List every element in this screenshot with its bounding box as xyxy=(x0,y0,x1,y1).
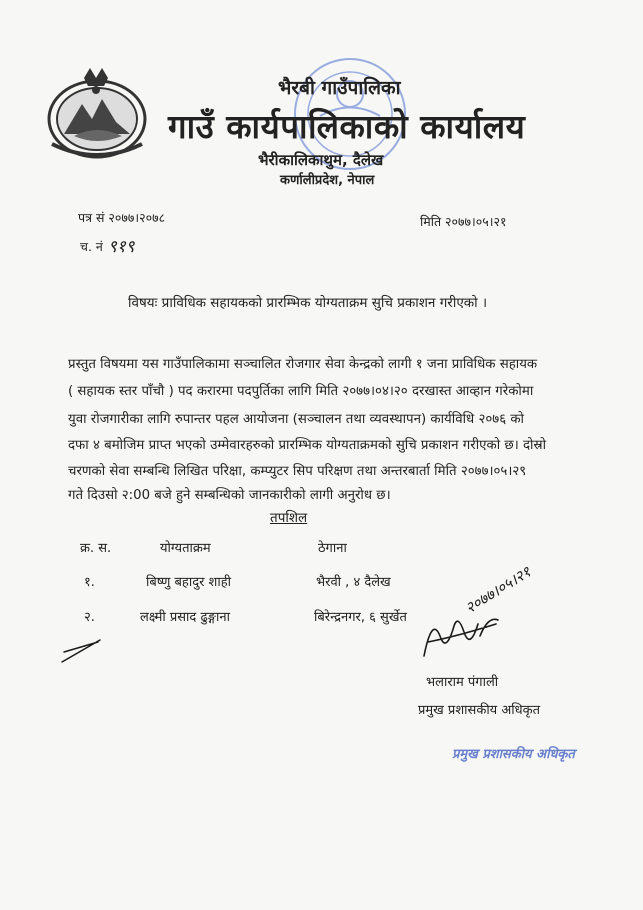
table-cell-serial: २. xyxy=(84,610,95,625)
dispatch-number-handwritten: ९१९ xyxy=(108,237,135,257)
nepal-emblem-icon xyxy=(44,64,150,162)
letter-subject: विषयः प्राविधिक सहायकको प्रारम्भिक योग्यताक्रम सुचि प्रकाशन गरीएको । xyxy=(128,295,488,311)
dispatch-number-label: च. नं xyxy=(80,239,103,254)
signatory-name: भलाराम पंगाली xyxy=(426,675,499,690)
table-header-address: ठेगाना xyxy=(318,541,347,556)
handwritten-signature-date: २०७७।०५।२१ xyxy=(461,562,535,618)
body-line: युवा रोजगारीका लागि रुपान्तर पहल आयोजना (सञ्चालन तथा व्यवस्थापन) कार्यविधि २०७६ को xyxy=(68,412,524,427)
table-cell-address: भैरवी , ४ दैलेख xyxy=(316,575,391,590)
office-location: भैरीकालिकाथुम, दैलेख xyxy=(258,151,384,169)
letter-date: मिति २०७७।०५।२१ xyxy=(420,214,507,229)
office-title: गाउँ कार्यपालिकाको कार्यालय xyxy=(168,107,526,146)
pen-tick-mark xyxy=(58,636,104,666)
body-line: गते दिउसो २:00 बजे हुने सम्बन्धिको जानकारीको लागी अनुरोध छ। xyxy=(68,488,391,503)
body-line: प्रस्तुत विषयमा यस गाउँपालिकामा सञ्चालित रोजगार सेवा केन्द्रको लागी १ जना प्राविधिक सहायक xyxy=(68,357,538,372)
table-header-rank: योग्यताक्रम xyxy=(160,541,211,556)
table-cell-name: बिष्णु बहादुर शाही xyxy=(146,575,232,590)
table-header-serial: क्र. स. xyxy=(80,541,112,556)
body-line: चरणको सेवा सम्बन्धि लिखित परिक्षा, कम्प्युटर सिप परिक्षण तथा अन्तरबार्ता मिति २०७७।०५।२९ xyxy=(68,464,527,479)
letter-reference-number: पत्र सं २०७७।२०७८ xyxy=(78,210,166,225)
municipality-name: भैरबी गाउँपालिका xyxy=(278,77,401,99)
body-line: ( सहायक स्तर पाँचौ ) पद करारमा पदपुर्तिका लागि मिति २०७७।०४।२० दरखास्त आव्हान गरेकोमा xyxy=(68,384,534,399)
details-heading: तपशिल xyxy=(270,510,308,526)
office-province: कर्णालीप्रदेश, नेपाल xyxy=(280,173,375,188)
table-cell-address: बिरेन्द्रनगर, ६ सुर्खेत xyxy=(314,610,407,625)
table-cell-name: लक्ष्मी प्रसाद ढुङ्गाना xyxy=(140,610,230,625)
handwritten-signature xyxy=(418,606,508,662)
signatory-title: प्रमुख प्रशासकीय अधिकृत xyxy=(418,703,541,718)
designation-stamp: प्रमुख प्रशासकीय अधिकृत xyxy=(452,747,575,762)
body-line: दफा ४ बमोजिम प्राप्त भएको उम्मेवारहरुको प्रारम्भिक योग्यताक्रमको सुचि प्रकाशन गरीएको छ। दोस्रो xyxy=(68,438,547,453)
table-cell-serial: १. xyxy=(84,575,95,590)
